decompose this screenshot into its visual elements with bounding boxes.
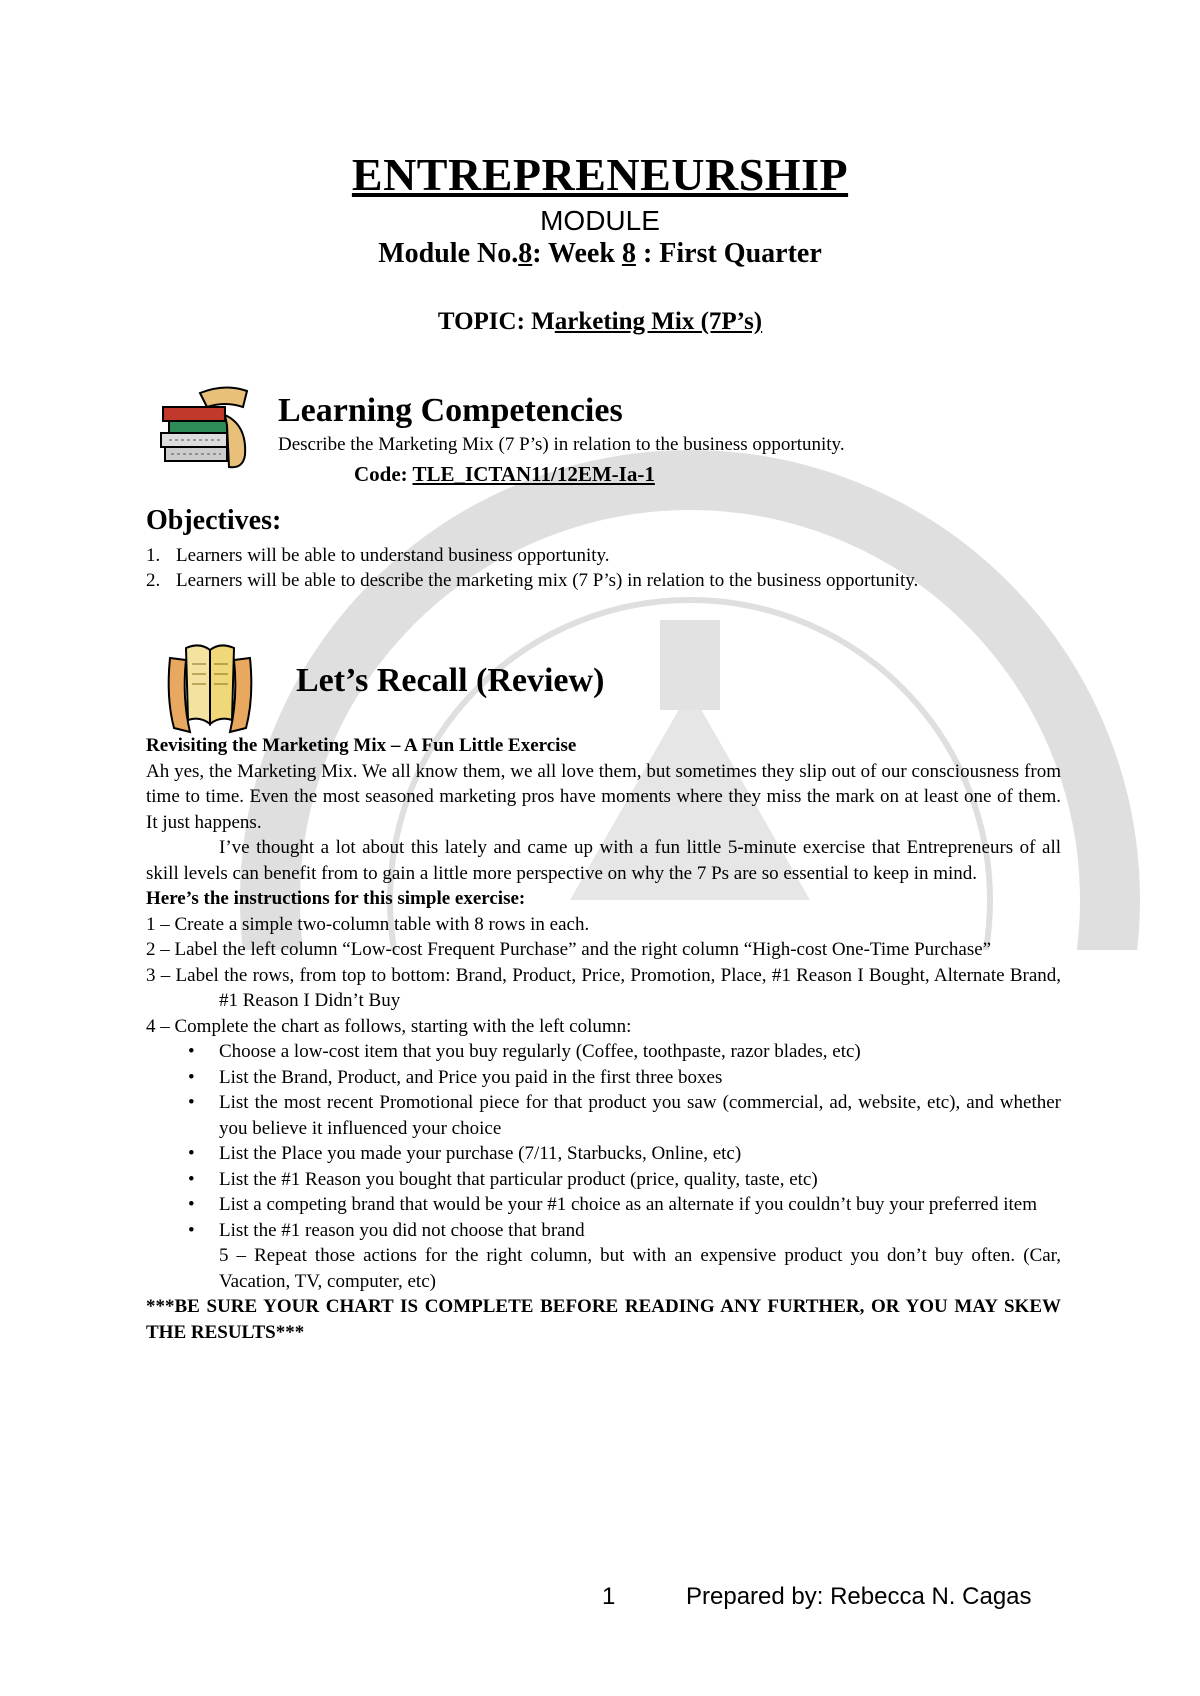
bullet-icon: • xyxy=(188,1041,195,1062)
objective-text: Learners will be able to understand business opportunity. xyxy=(176,545,610,566)
list-item xyxy=(146,1192,1061,1218)
bullet-text: Choose a low-cost item that you buy regularly (Coffee, toothpaste, razor blades, etc) xyxy=(219,1041,861,1062)
list-item xyxy=(146,1039,1061,1065)
objective-item xyxy=(146,568,918,593)
module-title: ENTREPRENEURSHIP xyxy=(351,149,849,200)
list-item xyxy=(146,1141,1061,1167)
prepared-by: Prepared by: Rebecca N. Cagas xyxy=(686,1583,1032,1610)
bullet-icon: • xyxy=(188,1143,195,1164)
objective-number: 1. xyxy=(146,545,161,566)
recall-subheading: Revisiting the Marketing Mix – A Fun Little Exercise xyxy=(146,735,577,756)
bullet-text: List a competing brand that would be your #1 choice as an alternate if you couldn’t buy your preferred item xyxy=(219,1194,1037,1215)
topic-line xyxy=(0,308,1200,336)
quarter-label: : First Quarter xyxy=(635,238,822,269)
list-item xyxy=(146,1167,1061,1193)
warning-note: ***BE SURE YOUR CHART IS COMPLETE BEFORE READING ANY FURTHER, OR YOU MAY SKEW THE RESULTS*** xyxy=(146,1296,1061,1343)
week-prefix: : Week xyxy=(532,238,622,269)
instructions-heading: Here’s the instructions for this simple exercise: xyxy=(146,888,526,909)
module-number-line xyxy=(0,238,1200,270)
list-item xyxy=(146,1065,1061,1091)
bullet-icon: • xyxy=(188,1168,195,1190)
learning-competencies-heading: Learning Competencies xyxy=(278,392,623,429)
recall-paragraph-1: Ah yes, the Marketing Mix. We all know them, we all love them, but sometimes they slip out of our consciousness from time to time. Even the most seasoned marketing pros have moments where they miss the mark on at least one of them. It just happens. xyxy=(146,760,1061,833)
week-number: 8 xyxy=(621,238,636,269)
instruction-bullet-list xyxy=(146,1039,1061,1243)
list-item xyxy=(146,1090,1061,1141)
instruction-step-5: 5 – Repeat those actions for the right column, but with an expensive product you don’t buy often. (Car, Vacation, TV, computer, etc) xyxy=(219,1245,1061,1292)
objectives-list xyxy=(146,543,918,593)
page-number: 1 xyxy=(602,1583,616,1610)
objectives-heading: Objectives: xyxy=(146,505,282,536)
bullet-text: List the #1 Reason you bought that particular product (price, quality, taste, etc) xyxy=(219,1168,818,1190)
bullet-icon: • xyxy=(188,1219,195,1241)
bullet-text: List the most recent Promotional piece for that product you saw (commercial, ad, website, etc), and whether you believe it influenced your choice xyxy=(219,1092,1061,1139)
bullet-icon: • xyxy=(188,1066,195,1088)
open-book-reader-icon xyxy=(160,628,260,738)
bullet-text: List the #1 reason you did not choose that brand xyxy=(219,1219,585,1241)
topic-value: arketing Mix (7P’s) xyxy=(554,308,763,335)
objective-item xyxy=(146,543,918,568)
bullet-text: List the Brand, Product, and Price you paid in the first three boxes xyxy=(219,1066,723,1088)
code-label: Code: xyxy=(354,462,413,486)
recall-heading: Let’s Recall (Review) xyxy=(296,662,605,699)
recall-paragraph-2: I’ve thought a lot about this lately and came up with a fun little 5-minute exercise that Entrepreneurs of all skill levels can benefit from to gain a little more perspective on why the 7 Ps are so essential to keep in mind. xyxy=(146,837,1061,884)
instruction-step-3: 3 – Label the rows, from top to bottom: Brand, Product, Price, Promotion, Place, #1 Reason I Bought, Alternate Brand, #1 Reason I Didn’t Buy xyxy=(146,964,1061,1011)
instruction-step-2: 2 – Label the left column “Low-cost Frequent Purchase” and the right column “High-cost One-Time Purchase” xyxy=(146,939,992,960)
module-no-prefix: Module No. xyxy=(378,238,519,269)
list-item xyxy=(146,1218,1061,1244)
instruction-step-1: 1 – Create a simple two-column table with 8 rows in each. xyxy=(146,913,590,935)
bullet-icon: • xyxy=(188,1194,195,1215)
stack-of-books-icon xyxy=(155,385,255,475)
learning-competencies-description: Describe the Marketing Mix (7 P’s) in relation to the business opportunity. xyxy=(278,434,845,455)
bullet-text: List the Place you made your purchase (7/11, Starbucks, Online, etc) xyxy=(219,1143,742,1164)
module-label: MODULE xyxy=(540,205,660,236)
module-number: 8 xyxy=(518,238,533,269)
topic-label: TOPIC: M xyxy=(437,308,555,335)
objective-text: Learners will be able to describe the marketing mix (7 P’s) in relation to the business opportunity. xyxy=(176,570,919,591)
competency-code-line xyxy=(354,462,655,487)
bullet-icon: • xyxy=(188,1092,195,1113)
instruction-step-4: 4 – Complete the chart as follows, starting with the left column: xyxy=(146,1015,632,1037)
recall-body xyxy=(146,733,1061,1345)
code-value: TLE_ICTAN11/12EM-Ia-1 xyxy=(412,462,655,486)
objective-number: 2. xyxy=(146,570,161,591)
